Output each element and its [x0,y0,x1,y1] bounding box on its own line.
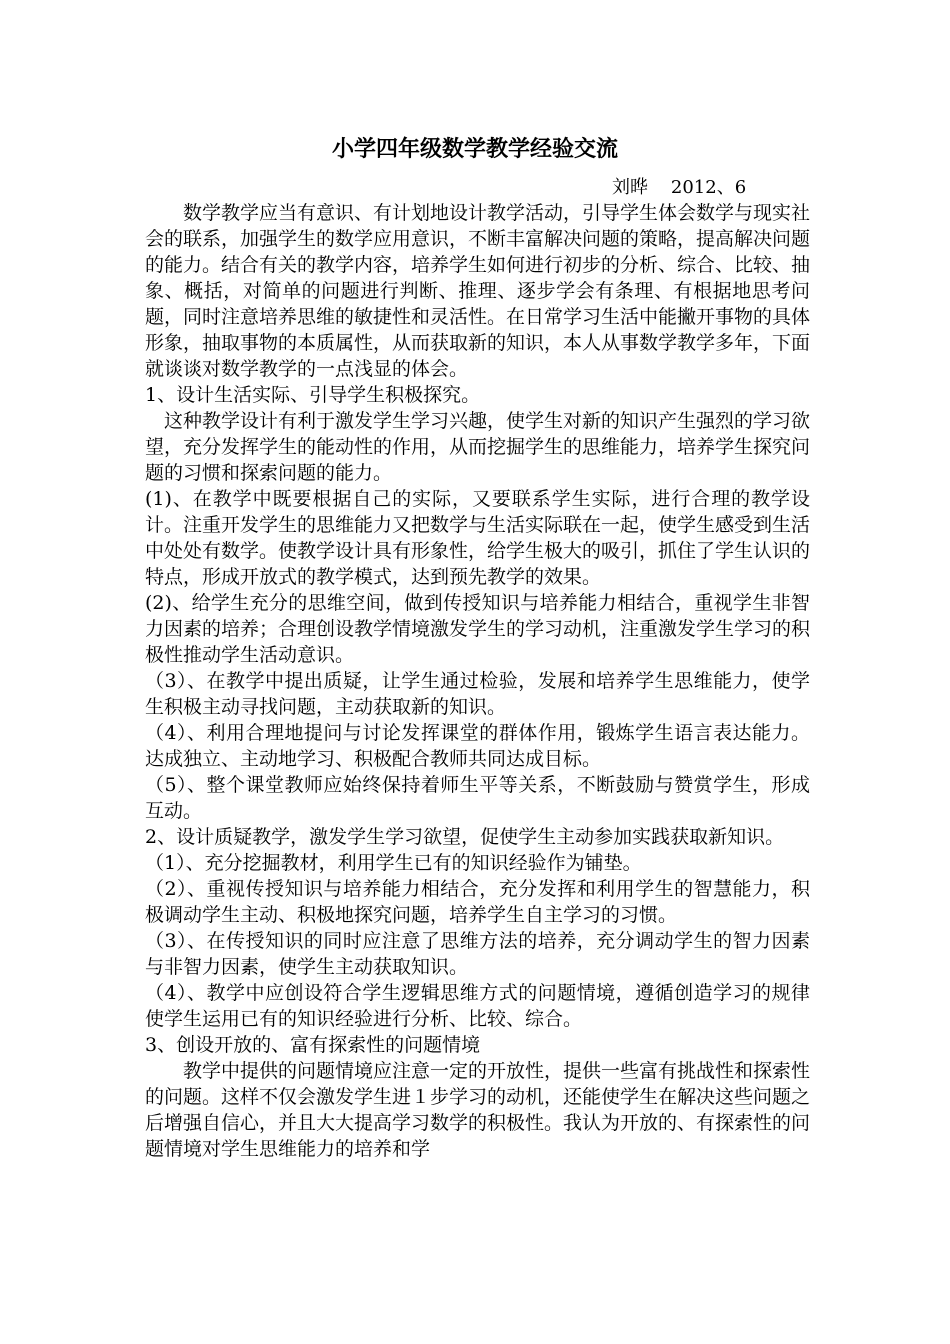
paragraph-intro: 数学教学应当有意识、有计划地设计教学活动，引导学生体会数学与现实社会的联系，加强学生的数学应用意识，不断丰富解决问题的策略，提高解决问题的能力。结合有关的教学内容，培养学生如何进行初步的分析、综合、比较、抽象、概括，对简单的问题进行判断、推理、逐步学会有条理、有根据地思考问题，同时注意培养思维的敏捷性和灵活性。在日常学习生活中能撇开事物的具体形象，抽取事物的本质属性，从而获取新的知识，本人从事数学教学多年，下面就谈谈对数学教学的一点浅显的体会。 [145,202,811,380]
document-title: 小学四年级数学教学经验交流 [331,136,618,162]
list-item: （3）、在传授知识的同时应注意了思维方法的培养，充分调动学生的智力因素与非智力因素，使学生主动获取知识。 [145,930,810,978]
paragraph: 这种教学设计有利于激发学生学习兴趣，使学生对新的知识产生强烈的学习欲望，充分发挥学生的能动性的作用，从而挖掘学生的思维能力，培养学生探究问题的习惯和探索问题的能力。 [145,410,811,484]
list-item: (1)、在教学中既要根据自己的实际，又要联系学生实际，进行合理的教学设计。注重开发学生的思维能力又把数学与生活实际联在一起，使学生感受到生活中处处有数学。使教学设计具有形象性，给学生极大的吸引，抓住了学生认识的特点，形成开放式的教学模式，达到预先教学的效果。 [145,488,811,588]
document-body [145,200,810,1162]
list-item: （3）、在教学中提出质疑，让学生通过检验，发展和培养学生思维能力，使学生积极主动寻找问题，主动获取新的知识。 [145,670,810,718]
list-item: （5）、整个课堂教师应始终保持着师生平等关系，不断鼓励与赞赏学生，形成互动。 [145,774,810,822]
list-item: (2)、给学生充分的思维空间，做到传授知识与培养能力相结合，重视学生非智力因素的培养；合理创设教学情境激发学生的学习动机，注重激发学生学习的积极性推动学生活动意识。 [145,592,811,666]
list-item: （1）、充分挖掘教材，利用学生已有的知识经验作为铺垫。 [145,852,642,874]
list-item: （4）、教学中应创设符合学生逻辑思维方式的问题情境，遵循创造学习的规律使学生运用已有的知识经验进行分析、比较、综合。 [145,982,810,1030]
section-heading-2: 2、设计质疑教学，激发学生学习欲望，促使学生主动参加实践获取新知识。 [145,826,785,848]
document-date: 2012、6 [670,177,747,198]
list-item: （2）、重视传授知识与培养能力相结合，充分发挥和利用学生的智慧能力，积极调动学生主动、积极地探究问题，培养学生自主学习的习惯。 [145,878,810,926]
author-name: 刘晔 [612,177,648,198]
section-heading-3: 3、创设开放的、富有探索性的问题情境 [145,1034,481,1056]
section-heading-1: 1、设计生活实际、引导学生积极探究。 [145,384,481,406]
paragraph: 教学中提供的问题情境应注意一定的开放性，提供一些富有挑战性和探索性的问题。这样不仅会激发学生进１步学习的动机，还能使学生在解决这些问题之后增强自信心，并且大大提高学习数学的积极性。我认为开放的、有探索性的问题情境对学生思维能力的培养和学 [145,1060,811,1160]
author-date-line [612,176,746,200]
list-item: （4）、利用合理地提问与讨论发挥课堂的群体作用，锻炼学生语言表达能力。达成独立、主动地学习、积极配合教师共同达成目标。 [145,722,810,770]
